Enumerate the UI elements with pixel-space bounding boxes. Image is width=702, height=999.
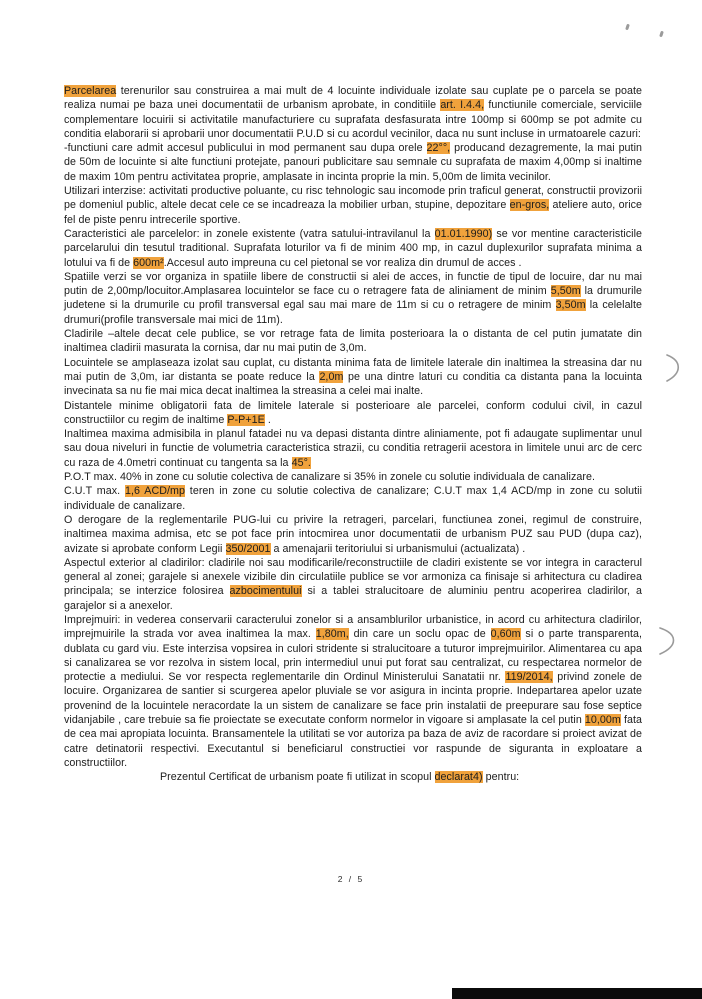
text-segment: Distantele minime obligatorii fata de limitele laterale si posterioare ale parcelei, conform codului civil, in cazul constructiilor cu regim de inaltime [64,399,642,426]
text-segment: functiunile comerciale, serviciile complementare locuirii si activitatile manufacturiere cu suprafata desfasurata intre 100mp si 600mp se pot admite cu conditia elaborarii si aprobarii unor documentatii P.U.D si cu acordul vecinilor, daca nu sunt incluse in urmatoarele cazuri: [64,99,642,140]
text-segment: ateliere auto, orice fel de piste penru intrecerile sportive. [64,199,642,226]
text-segment: si a tablei stralucitoare de aluminiu pentru acoperirea cladirilor, a garajelor si a anexelor. [64,585,642,612]
page-curl-artifact [664,354,688,382]
text-segment: Locuintele se amplaseaza izolat sau cuplat, cu distanta minima fata de limitele laterale din inaltimea la streasina dar nu mai putin de 3,0m, iar distanta se poate reduce la [64,356,642,383]
text-segment: O derogare de la reglementarile PUG-lui cu privire la retrageri, parcelari, functiunea zonei, regimul de construire, inaltimea maxima admisa, etc se pot face prin intocmirea unor documentatii de urbanism PUZ sau PUD (dupa caz), avizate si aprobate conform Legii [64,513,642,555]
highlighted-text: Parcelarea [64,85,117,97]
paragraph [64,327,642,356]
scan-black-edge [452,988,702,999]
highlighted-text: 45°. [291,456,311,469]
text-segment: din care un soclu opac de [348,628,491,641]
text-segment: la celelalte drumuri(profile transversale mai mici de 11m). [64,299,642,326]
paragraph [64,356,642,399]
paragraph [64,227,642,270]
text-segment: Utilizari interzise: activitati productive poluante, cu risc tehnologic sau incomode prin traficul generat, constructii provizorii pe domeniul public, altele decat cele ce se incadreaza la mobilier urban, stupine, depozitare [64,185,642,212]
text-segment: Aspectul exterior al cladirilor: cladirile noi sau modificarile/reconstructiile de cladiri existente se vor integra in caracterul general al zonei; garajele si anexele vizibile din circulatiile publice se vor armoniza ca finisaje si arhitectura cu cladirea principala; se interzice folosirea [64,556,642,598]
paragraph [64,399,642,428]
highlighted-text: azbocimentului [229,585,302,598]
text-segment: -functiuni care admit accesul publicului in mod permanent sau dupa orele [64,142,427,155]
paragraph [64,613,642,770]
paragraph [64,427,642,470]
highlighted-text: P-P+1E [227,413,265,426]
text-segment: pe una dintre laturi cu conditia ca distanta pana la locuinta invecinata sa nu fie mai mica decat inaltimea la streasina a celei mai inalte. [64,370,642,398]
text-segment: privind zonele de locuire. Organizarea de santier si scurgerea apelor pluviale se vor asigura in incinta proprie. Indepartarea apelor uzate provenind de la locuintele neracordate la un sistem de canalizare se face prin instalatii de preepurare sau fose septice vidanjabile , care trebuie sa fie proiectate se executate conform normelor in vigoare si amplasate la cel putin [64,671,642,727]
paragraph [64,556,642,613]
text-segment: P.O.T max. 40% in zone cu solutie colectiva de canalizare si 35% in zonele cu solutie individuala de canalizare. [64,471,595,484]
highlighted-text: 119/2014, [505,671,553,684]
page-curl-artifact [656,627,684,655]
highlighted-text: 3,50m [555,299,586,312]
highlighted-text: 600m² [133,256,164,269]
text-segment: Spatiile verzi se vor organiza in spatiile libere de constructii si alei de acces, in functie de tipul de locuire, dar nu mai putin de 2,00mp/locuitor.Amplasarea locuintelor se face cu o retragere fata de aliniament de minim [64,270,642,298]
text-segment: terenurilor sau construirea a mai mult de 4 locuinte individuale izolate sau cuplate pe o parcela se poate realiza numai pe baza unei documentatii de urbanism aprobate, in conditiile [64,85,642,112]
highlighted-text: 1,80m, [315,628,349,641]
paragraph [64,184,642,227]
text-segment: .Accesul auto impreuna cu cel pietonal se vor realiza din drumul de acces . [163,256,522,269]
highlighted-text: 1,6 ACD/mp [125,485,185,498]
text-segment: la drumurile judetene si la drumurile cu profil transversal egal sau mai mare de 11m si cu o retragere de minim [64,285,643,312]
paragraph [64,141,642,184]
text-segment: producand dezagremente, la mai putin de 50m de locuinte si alte functiuni protejate, panouri publicitare sau semnale cu suprafata de maxim 4,00mp si inaltime de maxim 10m pentru activitatea proprie, amplasate in incinta proprie la min. 5,00m de limita vecinilor. [64,142,642,183]
paragraph [64,484,642,513]
highlighted-text: 5,50m [550,285,581,298]
text-segment: si o parte transparenta, dublata cu gard viu. Este interzisa vopsirea in culori stridente si stralucitoare a tuturor imprejmuirilor. Alimentarea cu apa si canalizarea se vor rezolva in sistem local, prin intermediul unui put forat sau centralizat, cu respectarea normelor de protectie a mediului. Se vor respecta reglementarile din Ordinul Ministerului Sanatatii nr. [64,628,642,684]
paragraph [64,470,642,484]
highlighted-text: 22°°, [426,142,451,155]
paragraph [64,270,642,327]
text-segment: pentru: [482,771,520,784]
highlighted-text: 2,0m [319,370,344,383]
text-segment: Imprejmuiri: in vederea conservarii caracterului zonelor si a ansamblurilor urbanistice, in acord cu arhitectura cladirilor, imprejmuirile la strada vor avea inaltimea la max. [64,613,642,641]
document-text-block [64,84,642,785]
highlighted-text: 01.01.1990) [434,227,493,240]
paragraph [64,84,642,141]
text-segment: Caracteristici ale parcelelor: in zonele existente (vatra satului-intravilanul la [64,227,435,240]
text-segment: Prezentul Certificat de urbanism poate fi utilizat in scopul [160,771,435,784]
paragraph [64,770,642,784]
text-segment: C.U.T max. [64,485,126,498]
highlighted-text: art. I.4.4, [440,99,485,112]
highlighted-text: 0,60m [490,628,521,641]
text-segment: a amenajarii teritoriului si urbanismului (actualizata) . [270,542,526,555]
page-number: 2 / 5 [337,874,365,884]
highlighted-text: en-gros, [509,199,550,212]
highlighted-text: 10,00m [584,714,621,727]
scan-artifact-speck [625,24,630,31]
text-segment: teren in zone cu solutie colectiva de canalizare; C.U.T max 1,4 ACD/mp in zone cu solutii individuale de canalizare. [64,485,643,512]
scan-artifact-speck [659,31,664,38]
text-segment: . [264,413,271,426]
text-segment: Cladirile –altele decat cele publice, se vor retrage fata de limita posterioara la o distanta de cel putin jumatate din inaltimea cladirii masurata la cornisa, dar nu mai putin de 3,0m. [64,328,642,355]
text-segment: se vor mentine caracteristicile parcelarului din tesutul traditional. Suprafata loturilor va fi de minim 400 mp, in cazul duplexurilor suprafata minima a lotului va fi de [64,227,642,269]
text-segment: Inaltimea maxima admisibila in planul fatadei nu va depasi distanta dintre aliniamente, pot fi adaugate suplimentar unul sau doua niveluri in functie de volumetria caracteristica strazii, cu conditia retragerii acestora in limitele unui arc de cerc cu raza de 4.0metri continuat cu tangenta sa la [64,428,642,469]
highlighted-text: declarat4) [434,771,483,784]
highlighted-text: 350/2001 [225,542,271,555]
text-segment: fata de cea mai apropiata locuinta. Bransamentele la utilitati se vor autoriza pa baza de aviz de racordare si proiect avizat de catre detinatorii respectivi. Executantul si beneficiarul constructiei vor raspunde de siguranta in exploatare a constructiilor. [64,714,643,769]
paragraph [64,513,642,556]
